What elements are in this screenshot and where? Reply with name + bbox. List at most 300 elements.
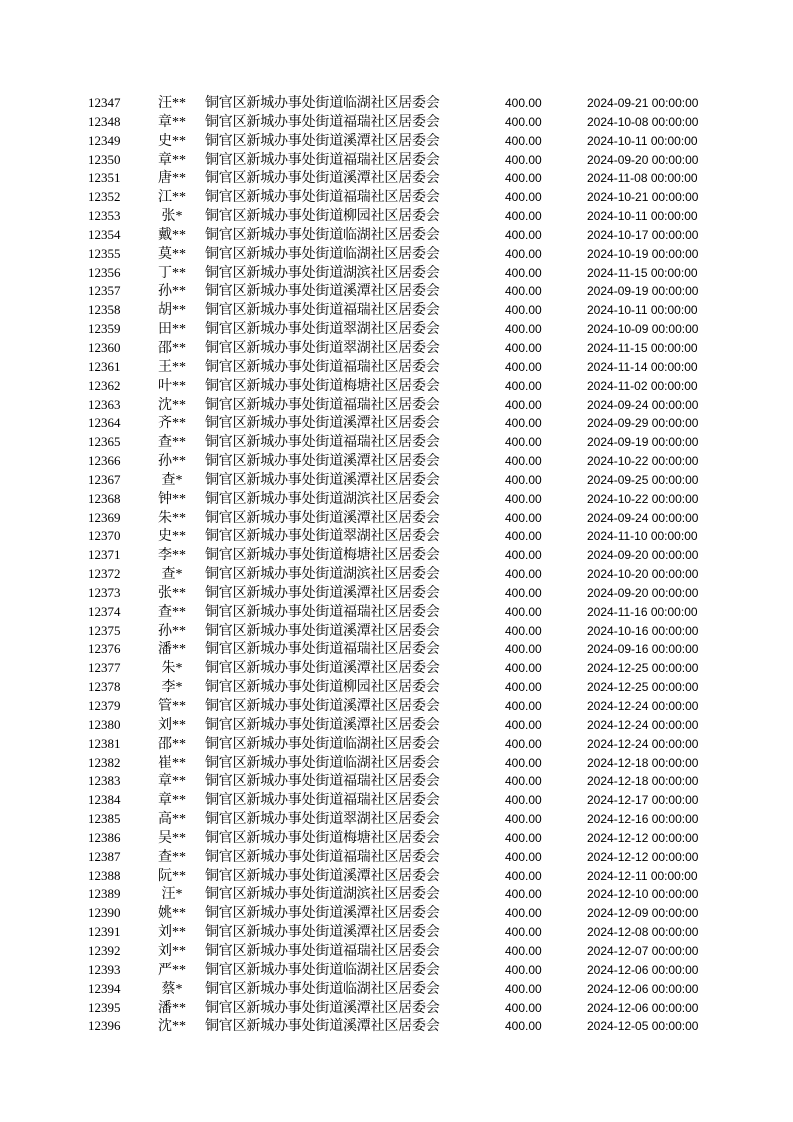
row-date: 2024-10-08 00:00:00 <box>587 114 699 129</box>
table-row <box>0 490 793 509</box>
row-name: 崔** <box>158 755 186 771</box>
row-amount: 400.00 <box>505 774 542 789</box>
table-row <box>0 622 793 641</box>
table-row <box>0 188 793 207</box>
table-row <box>0 207 793 226</box>
table-row <box>0 301 793 320</box>
table-row <box>0 377 793 396</box>
table-row <box>0 94 793 113</box>
row-name: 史** <box>158 529 186 545</box>
row-id: 12389 <box>88 886 121 902</box>
row-id: 12383 <box>88 773 121 789</box>
row-organization: 铜官区新城办事处街道临湖社区居委会 <box>205 246 440 262</box>
row-name: 汪** <box>158 96 186 111</box>
row-name: 张** <box>158 585 186 601</box>
row-name: 刘** <box>158 925 186 941</box>
row-date: 2024-11-15 00:00:00 <box>587 340 698 355</box>
row-date: 2024-12-24 00:00:00 <box>587 736 699 751</box>
row-organization: 铜官区新城办事处街道福瑞社区居委会 <box>205 604 440 620</box>
row-organization: 铜官区新城办事处街道福瑞社区居委会 <box>205 152 440 168</box>
row-organization: 铜官区新城办事处街道福瑞社区居委会 <box>205 793 440 809</box>
row-name: 阮** <box>158 868 186 884</box>
row-amount: 400.00 <box>505 604 542 619</box>
row-id: 12393 <box>88 961 121 977</box>
row-organization: 铜官区新城办事处街道福瑞社区居委会 <box>205 190 440 206</box>
row-id: 12375 <box>88 622 121 638</box>
row-id: 12348 <box>88 113 121 129</box>
row-organization: 铜官区新城办事处街道溪潭社区居委会 <box>205 623 440 639</box>
row-organization: 铜官区新城办事处街道柳园社区居委会 <box>205 680 440 696</box>
row-id: 12365 <box>88 434 121 450</box>
table-row <box>0 169 793 188</box>
row-name: 查* <box>161 567 183 583</box>
row-date: 2024-12-12 00:00:00 <box>587 849 699 864</box>
row-organization: 铜官区新城办事处街道临湖社区居委会 <box>205 981 440 997</box>
row-date: 2024-12-18 00:00:00 <box>587 755 699 770</box>
row-id: 12382 <box>88 754 121 770</box>
row-date: 2024-10-11 00:00:00 <box>587 303 698 318</box>
row-amount: 400.00 <box>505 717 542 732</box>
table-row <box>0 659 793 678</box>
row-date: 2024-11-10 00:00:00 <box>587 529 698 544</box>
row-organization: 铜官区新城办事处街道溪潭社区居委会 <box>205 868 440 884</box>
row-amount: 400.00 <box>505 435 542 450</box>
table-row <box>0 527 793 546</box>
row-amount: 400.00 <box>505 472 542 487</box>
row-id: 12384 <box>88 792 121 808</box>
row-amount: 400.00 <box>505 793 542 808</box>
row-name: 齐** <box>158 416 186 432</box>
row-amount: 400.00 <box>505 943 542 958</box>
row-organization: 铜官区新城办事处街道溪潭社区居委会 <box>205 171 440 187</box>
table-row <box>0 678 793 697</box>
row-organization: 铜官区新城办事处街道溪潭社区居委会 <box>205 661 440 677</box>
row-id: 12380 <box>88 716 121 732</box>
table-row <box>0 396 793 415</box>
table-row <box>0 829 793 848</box>
row-organization: 铜官区新城办事处街道柳园社区居委会 <box>205 209 440 225</box>
row-organization: 铜官区新城办事处街道临湖社区居委会 <box>205 755 440 771</box>
row-organization: 铜官区新城办事处街道翠湖社区居委会 <box>205 529 440 545</box>
table-row <box>0 1017 793 1036</box>
row-amount: 400.00 <box>505 284 542 299</box>
row-name: 邵** <box>158 736 186 752</box>
row-amount: 400.00 <box>505 227 542 242</box>
row-amount: 400.00 <box>505 152 542 167</box>
row-date: 2024-09-25 00:00:00 <box>587 472 699 487</box>
row-date: 2024-09-19 00:00:00 <box>587 435 699 450</box>
row-id: 12368 <box>88 490 121 506</box>
row-date: 2024-10-11 00:00:00 <box>587 133 698 148</box>
table-row <box>0 433 793 452</box>
row-name: 查** <box>158 604 186 620</box>
row-date: 2024-10-20 00:00:00 <box>587 567 699 582</box>
row-date: 2024-12-05 00:00:00 <box>587 1019 699 1034</box>
row-id: 12358 <box>88 302 121 318</box>
table-row <box>0 452 793 471</box>
row-id: 12390 <box>88 905 121 921</box>
row-name: 潘** <box>158 1000 186 1016</box>
row-date: 2024-12-10 00:00:00 <box>587 887 699 902</box>
row-amount: 400.00 <box>505 491 542 506</box>
row-amount: 400.00 <box>505 623 542 638</box>
row-id: 12350 <box>88 151 121 167</box>
row-name: 吴** <box>158 830 186 846</box>
row-organization: 铜官区新城办事处街道翠湖社区居委会 <box>205 322 440 338</box>
row-amount: 400.00 <box>505 868 542 883</box>
row-name: 莫** <box>158 246 186 262</box>
table-row <box>0 565 793 584</box>
row-name: 章** <box>158 774 186 790</box>
row-date: 2024-12-25 00:00:00 <box>587 680 699 695</box>
row-organization: 铜官区新城办事处街道溪潭社区居委会 <box>205 585 440 601</box>
row-date: 2024-09-16 00:00:00 <box>587 642 699 657</box>
row-amount: 400.00 <box>505 830 542 845</box>
table-row <box>0 772 793 791</box>
row-amount: 400.00 <box>505 416 542 431</box>
table-row <box>0 697 793 716</box>
table-row <box>0 264 793 283</box>
row-date: 2024-12-12 00:00:00 <box>587 830 699 845</box>
table-row <box>0 980 793 999</box>
row-name: 邵** <box>158 340 186 356</box>
row-name: 管** <box>158 699 186 714</box>
row-amount: 400.00 <box>505 190 542 205</box>
row-date: 2024-12-25 00:00:00 <box>587 661 699 676</box>
row-name: 章** <box>158 114 186 130</box>
row-amount: 400.00 <box>505 812 542 827</box>
row-amount: 400.00 <box>505 114 542 129</box>
row-name: 孙** <box>158 284 186 300</box>
row-organization: 铜官区新城办事处街道临湖社区居委会 <box>205 736 440 752</box>
row-id: 12363 <box>88 396 121 412</box>
row-organization: 铜官区新城办事处街道溪潭社区居委会 <box>205 925 440 941</box>
row-name: 高** <box>158 812 186 828</box>
row-id: 12379 <box>88 698 121 713</box>
row-name: 查* <box>161 472 183 488</box>
table-row <box>0 603 793 622</box>
row-id: 12356 <box>88 264 121 280</box>
row-date: 2024-10-11 00:00:00 <box>587 209 698 224</box>
table-row <box>0 245 793 264</box>
row-name: 江** <box>158 190 186 206</box>
row-date: 2024-10-16 00:00:00 <box>587 623 699 638</box>
row-name: 孙** <box>158 454 186 470</box>
row-id: 12347 <box>88 95 121 110</box>
row-name: 孙** <box>158 623 186 639</box>
table-row <box>0 113 793 132</box>
table-row <box>0 716 793 735</box>
table-row <box>0 584 793 603</box>
row-amount: 400.00 <box>505 680 542 695</box>
row-organization: 铜官区新城办事处街道溪潭社区居委会 <box>205 1000 440 1016</box>
row-id: 12349 <box>88 132 121 148</box>
row-date: 2024-09-24 00:00:00 <box>587 397 699 412</box>
row-id: 12361 <box>88 358 121 374</box>
row-organization: 铜官区新城办事处街道福瑞社区居委会 <box>205 114 440 130</box>
row-organization: 铜官区新城办事处街道溪潭社区居委会 <box>205 906 440 922</box>
row-id: 12355 <box>88 245 121 261</box>
row-organization: 铜官区新城办事处街道梅塘社区居委会 <box>205 830 440 846</box>
row-name: 张* <box>161 209 183 225</box>
row-name: 章** <box>158 152 186 168</box>
row-organization: 铜官区新城办事处街道溪潭社区居委会 <box>205 472 440 488</box>
row-organization: 铜官区新城办事处街道临湖社区居委会 <box>205 96 440 111</box>
row-date: 2024-11-02 00:00:00 <box>587 378 698 393</box>
table-body <box>0 94 793 1036</box>
row-name: 朱* <box>161 661 183 677</box>
table-row <box>0 358 793 377</box>
row-name: 刘** <box>158 717 186 733</box>
row-date: 2024-09-19 00:00:00 <box>587 284 699 299</box>
row-organization: 铜官区新城办事处街道溪潭社区居委会 <box>205 416 440 432</box>
row-id: 12357 <box>88 283 121 299</box>
table-row <box>0 848 793 867</box>
row-name: 潘** <box>158 642 186 658</box>
row-id: 12388 <box>88 867 121 883</box>
row-amount: 400.00 <box>505 548 542 563</box>
table-row <box>0 546 793 565</box>
row-date: 2024-09-20 00:00:00 <box>587 585 699 600</box>
row-organization: 铜官区新城办事处街道溪潭社区居委会 <box>205 284 440 300</box>
row-amount: 400.00 <box>505 96 542 110</box>
row-date: 2024-12-07 00:00:00 <box>587 943 699 958</box>
row-id: 12370 <box>88 528 121 544</box>
row-organization: 铜官区新城办事处街道溪潭社区居委会 <box>205 133 440 149</box>
row-amount: 400.00 <box>505 454 542 469</box>
table-row <box>0 132 793 151</box>
row-date: 2024-12-24 00:00:00 <box>587 699 699 713</box>
row-organization: 铜官区新城办事处街道溪潭社区居委会 <box>205 510 440 526</box>
row-organization: 铜官区新城办事处街道福瑞社区居委会 <box>205 397 440 413</box>
table-row <box>0 414 793 433</box>
row-date: 2024-11-14 00:00:00 <box>587 359 698 374</box>
row-date: 2024-12-16 00:00:00 <box>587 812 699 827</box>
row-date: 2024-10-22 00:00:00 <box>587 454 699 469</box>
row-organization: 铜官区新城办事处街道湖滨社区居委会 <box>205 265 440 281</box>
records-table <box>0 94 793 1036</box>
table-row <box>0 904 793 923</box>
table-row <box>0 867 793 886</box>
row-name: 史** <box>158 133 186 149</box>
row-name: 戴** <box>158 227 186 243</box>
row-id: 12386 <box>88 829 121 845</box>
table-row <box>0 509 793 528</box>
row-organization: 铜官区新城办事处街道福瑞社区居委会 <box>205 849 440 865</box>
row-date: 2024-10-21 00:00:00 <box>587 190 699 205</box>
row-id: 12394 <box>88 980 121 996</box>
row-name: 章** <box>158 793 186 809</box>
row-amount: 400.00 <box>505 265 542 280</box>
row-name: 查** <box>158 435 186 451</box>
row-id: 12364 <box>88 415 121 431</box>
row-name: 李* <box>161 680 183 696</box>
row-name: 刘** <box>158 943 186 959</box>
row-id: 12362 <box>88 377 121 393</box>
table-row <box>0 810 793 829</box>
row-organization: 铜官区新城办事处街道溪潭社区居委会 <box>205 454 440 470</box>
row-date: 2024-12-06 00:00:00 <box>587 1000 699 1015</box>
row-id: 12367 <box>88 471 121 487</box>
row-amount: 400.00 <box>505 322 542 337</box>
row-id: 12377 <box>88 660 121 676</box>
row-date: 2024-12-11 00:00:00 <box>587 868 698 883</box>
table-row <box>0 640 793 659</box>
row-amount: 400.00 <box>505 171 542 186</box>
row-amount: 400.00 <box>505 962 542 977</box>
row-name: 姚** <box>158 906 186 922</box>
row-organization: 铜官区新城办事处街道翠湖社区居委会 <box>205 340 440 356</box>
row-amount: 400.00 <box>505 736 542 751</box>
row-amount: 400.00 <box>505 133 542 148</box>
table-row <box>0 999 793 1018</box>
row-id: 12372 <box>88 566 121 582</box>
row-organization: 铜官区新城办事处街道福瑞社区居委会 <box>205 774 440 790</box>
row-name: 唐** <box>158 171 186 187</box>
row-date: 2024-09-20 00:00:00 <box>587 548 699 563</box>
row-date: 2024-10-19 00:00:00 <box>587 246 699 261</box>
row-organization: 铜官区新城办事处街道溪潭社区居委会 <box>205 699 440 714</box>
row-date: 2024-12-08 00:00:00 <box>587 925 699 940</box>
row-amount: 400.00 <box>505 397 542 412</box>
row-date: 2024-11-15 00:00:00 <box>587 265 698 280</box>
row-amount: 400.00 <box>505 246 542 261</box>
row-amount: 400.00 <box>505 359 542 374</box>
row-date: 2024-12-17 00:00:00 <box>587 793 699 808</box>
row-amount: 400.00 <box>505 906 542 921</box>
table-row <box>0 885 793 904</box>
row-name: 汪* <box>161 887 183 903</box>
row-amount: 400.00 <box>505 981 542 996</box>
row-date: 2024-11-08 00:00:00 <box>587 171 698 186</box>
row-name: 王** <box>158 359 186 375</box>
table-row <box>0 923 793 942</box>
table-row <box>0 942 793 961</box>
row-name: 田** <box>158 322 186 338</box>
row-amount: 400.00 <box>505 642 542 657</box>
row-id: 12381 <box>88 735 121 751</box>
row-organization: 铜官区新城办事处街道梅塘社区居委会 <box>205 378 440 394</box>
row-id: 12352 <box>88 189 121 205</box>
row-id: 12359 <box>88 321 121 337</box>
row-amount: 400.00 <box>505 925 542 940</box>
row-id: 12360 <box>88 339 121 355</box>
row-id: 12378 <box>88 679 121 695</box>
row-id: 12376 <box>88 641 121 657</box>
row-name: 沈** <box>158 397 186 413</box>
row-date: 2024-12-06 00:00:00 <box>587 981 699 996</box>
row-id: 12369 <box>88 509 121 525</box>
row-amount: 400.00 <box>505 510 542 525</box>
table-row <box>0 282 793 301</box>
table-row <box>0 226 793 245</box>
row-name: 钟** <box>158 491 186 507</box>
table-row <box>0 791 793 810</box>
row-organization: 铜官区新城办事处街道福瑞社区居委会 <box>205 435 440 451</box>
row-name: 严** <box>158 962 186 978</box>
row-amount: 400.00 <box>505 209 542 224</box>
row-name: 查** <box>158 849 186 865</box>
row-id: 12391 <box>88 924 121 940</box>
row-id: 12373 <box>88 584 121 600</box>
row-amount: 400.00 <box>505 378 542 393</box>
row-date: 2024-12-18 00:00:00 <box>587 774 699 789</box>
row-amount: 400.00 <box>505 303 542 318</box>
row-organization: 铜官区新城办事处街道湖滨社区居委会 <box>205 567 440 583</box>
row-amount: 400.00 <box>505 529 542 544</box>
row-id: 12366 <box>88 453 121 469</box>
row-amount: 400.00 <box>505 699 542 713</box>
row-organization: 铜官区新城办事处街道溪潭社区居委会 <box>205 717 440 733</box>
row-id: 12392 <box>88 942 121 958</box>
row-date: 2024-10-22 00:00:00 <box>587 491 699 506</box>
row-name: 叶** <box>158 378 186 394</box>
row-organization: 铜官区新城办事处街道湖滨社区居委会 <box>205 491 440 507</box>
row-amount: 400.00 <box>505 340 542 355</box>
row-id: 12371 <box>88 547 121 563</box>
table-row <box>0 735 793 754</box>
row-date: 2024-09-29 00:00:00 <box>587 416 699 431</box>
row-id: 12353 <box>88 208 121 224</box>
table-row <box>0 471 793 490</box>
row-organization: 铜官区新城办事处街道福瑞社区居委会 <box>205 943 440 959</box>
row-name: 朱** <box>158 510 186 526</box>
row-amount: 400.00 <box>505 849 542 864</box>
row-organization: 铜官区新城办事处街道福瑞社区居委会 <box>205 359 440 375</box>
row-date: 2024-12-24 00:00:00 <box>587 717 699 732</box>
row-date: 2024-09-21 00:00:00 <box>587 96 699 110</box>
row-date: 2024-12-06 00:00:00 <box>587 962 699 977</box>
table-row <box>0 339 793 358</box>
row-amount: 400.00 <box>505 1019 542 1034</box>
row-amount: 400.00 <box>505 661 542 676</box>
table-row <box>0 961 793 980</box>
row-id: 12396 <box>88 1018 121 1034</box>
table-row <box>0 754 793 773</box>
row-amount: 400.00 <box>505 1000 542 1015</box>
row-organization: 铜官区新城办事处街道福瑞社区居委会 <box>205 303 440 319</box>
row-amount: 400.00 <box>505 567 542 582</box>
row-id: 12385 <box>88 811 121 827</box>
row-date: 2024-09-24 00:00:00 <box>587 510 699 525</box>
row-organization: 铜官区新城办事处街道湖滨社区居委会 <box>205 887 440 903</box>
row-amount: 400.00 <box>505 887 542 902</box>
row-date: 2024-10-09 00:00:00 <box>587 322 699 337</box>
row-name: 李** <box>158 548 186 564</box>
table-row <box>0 151 793 170</box>
row-amount: 400.00 <box>505 585 542 600</box>
row-organization: 铜官区新城办事处街道翠湖社区居委会 <box>205 812 440 828</box>
row-organization: 铜官区新城办事处街道福瑞社区居委会 <box>205 642 440 658</box>
row-id: 12387 <box>88 848 121 864</box>
row-organization: 铜官区新城办事处街道溪潭社区居委会 <box>205 1019 440 1035</box>
row-organization: 铜官区新城办事处街道临湖社区居委会 <box>205 227 440 243</box>
row-organization: 铜官区新城办事处街道梅塘社区居委会 <box>205 548 440 564</box>
row-name: 蔡* <box>161 981 183 997</box>
row-id: 12351 <box>88 170 121 186</box>
table-row <box>0 320 793 339</box>
row-name: 丁** <box>158 265 186 281</box>
row-date: 2024-09-20 00:00:00 <box>587 152 699 167</box>
row-date: 2024-12-09 00:00:00 <box>587 906 699 921</box>
row-amount: 400.00 <box>505 755 542 770</box>
row-id: 12395 <box>88 999 121 1015</box>
row-id: 12354 <box>88 226 121 242</box>
row-date: 2024-10-17 00:00:00 <box>587 227 699 242</box>
row-id: 12374 <box>88 603 121 619</box>
row-organization: 铜官区新城办事处街道临湖社区居委会 <box>205 962 440 978</box>
row-name: 胡** <box>158 303 186 319</box>
